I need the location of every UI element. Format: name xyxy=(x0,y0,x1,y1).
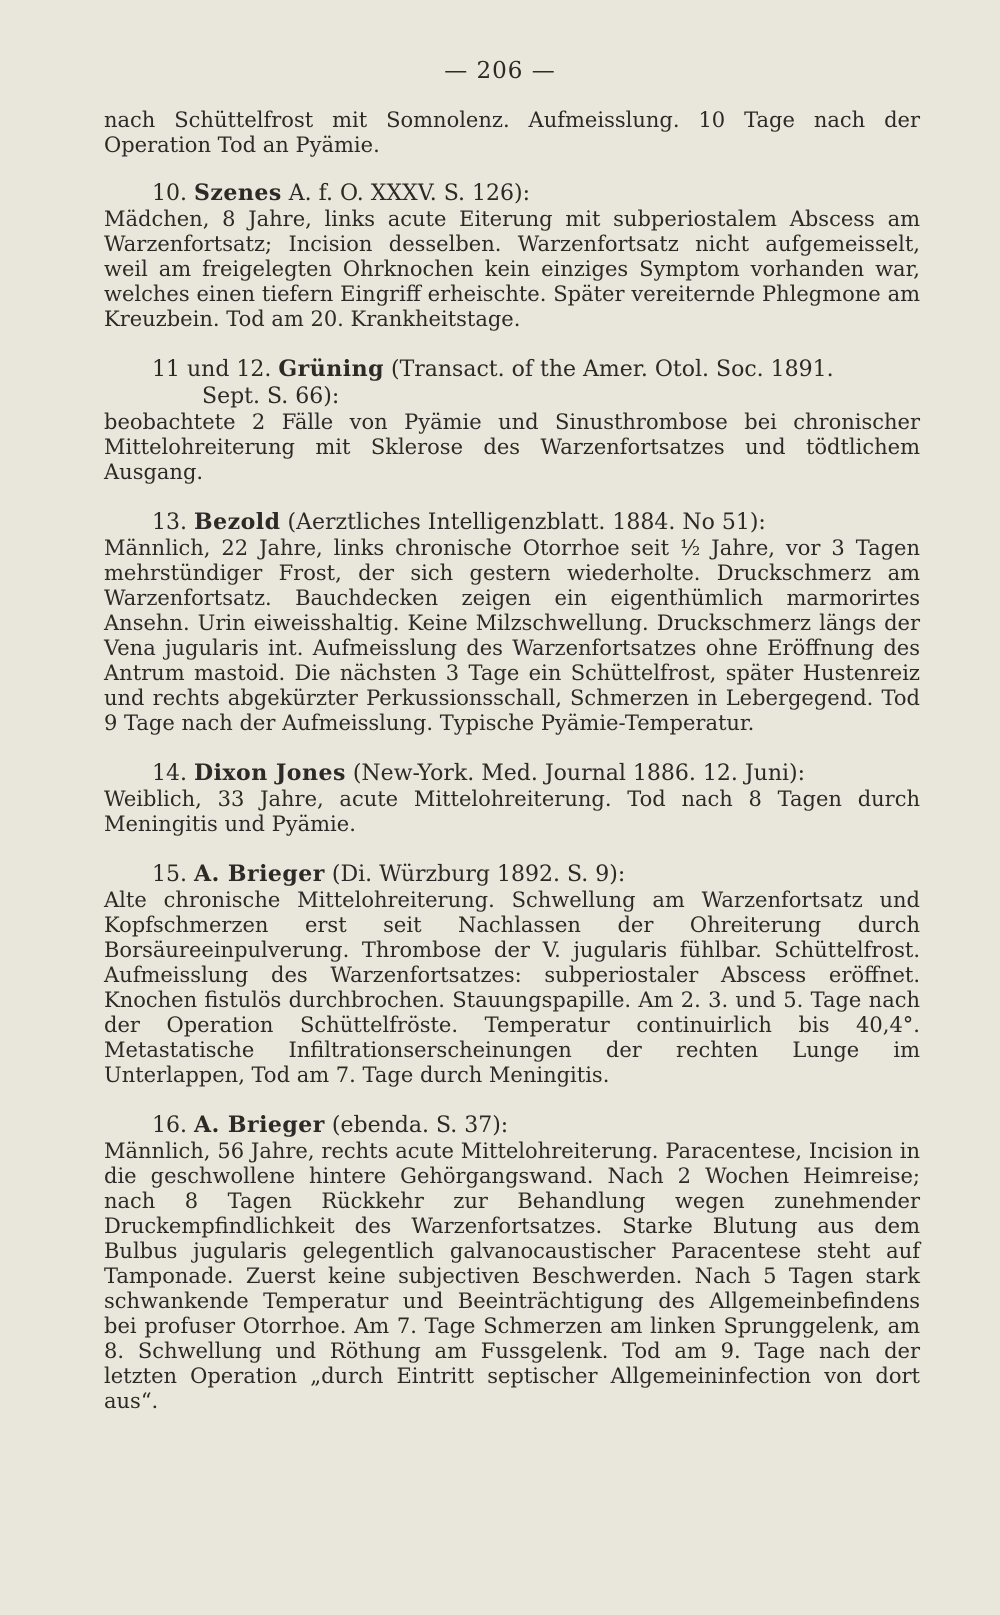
case-text: beobachtete 2 Fälle von Pyämie und Sinusthrombose bei chronischer Mittelohreiterung mit Sklerose des Warzenfortsatzes und tödtlichem Ausgang. xyxy=(104,410,920,484)
case-author: Bezold xyxy=(194,509,281,535)
case-number: 10. xyxy=(152,181,187,206)
case-number: 13. xyxy=(152,510,187,535)
body-text xyxy=(104,108,920,1414)
case-entry-15 xyxy=(104,861,920,1088)
case-author: Grüning xyxy=(278,356,384,382)
case-heading xyxy=(104,861,920,888)
page-number: — 206 — xyxy=(444,58,556,84)
case-heading xyxy=(104,180,920,207)
case-entry-13 xyxy=(104,509,920,736)
case-heading xyxy=(104,509,920,536)
case-number: 15. xyxy=(152,862,187,887)
case-text: Weiblich, 33 Jahre, acute Mittelohreiterung. Tod nach 8 Tagen durch Meningitis und Pyämie. xyxy=(104,787,920,836)
case-heading xyxy=(104,760,920,787)
case-number: 11 und 12. xyxy=(152,357,272,382)
case-reference: (Transact. of the Amer. Otol. Soc. 1891. xyxy=(384,357,834,382)
case-author: Szenes xyxy=(194,180,282,206)
case-entry-11-12 xyxy=(104,356,920,485)
case-reference: (ebenda. S. 37): xyxy=(324,1113,509,1138)
case-author: Dixon Jones xyxy=(194,760,346,786)
case-reference: (New-York. Med. Journal 1886. 12. Juni): xyxy=(345,761,806,786)
case-reference: (Di. Würzburg 1892. S. 9): xyxy=(324,862,626,887)
case-author: A. Brieger xyxy=(194,861,325,887)
case-text: Männlich, 56 Jahre, rechts acute Mittelohreiterung. Paracentese, Incision in die geschwollene hintere Gehörgangswand. Nach 2 Wochen Heimreise; nach 8 Tagen Rückkehr zur Behandlung wegen zunehmender Druckempfindlichkeit des Warzenfortsatzes. Starke Blutung aus dem Bulbus jugularis gelegentlich galvanocaustischer Paracentese steht auf Tamponade. Zuerst keine subjectiven Beschwerden. Nach 5 Tagen stark schwankende Temperatur und Beeinträchtigung des Allgemeinbefindens bei profuser Otorrhoe. Am 7. Tage Schmerzen am linken Sprunggelenk, am 8. Schwellung und Röthung am Fussgelenk. Tod am 9. Tage nach der letzten Operation „durch Eintritt septischer Allgemeininfection von dort aus“. xyxy=(104,1139,920,1413)
case-text: Männlich, 22 Jahre, links chronische Otorrhoe seit ½ Jahre, vor 3 Tagen mehrstündiger Frost, der sich gestern wiederholte. Druckschmerz am Warzenfortsatz. Bauchdecken zeigen ein eigenthümlich marmorirtes Ansehn. Urin eiweisshaltig. Keine Milzschwellung. Druckschmerz längs der Vena jugularis int. Aufmeisslung des Warzenfortsatzes ohne Eröffnung des Antrum mastoid. Die nächsten 3 Tage ein Schüttelfrost, später Hustenreiz und rechts abgekürzter Perkussionsschall, Schmerzen in Lebergegend. Tod 9 Tage nach der Aufmeisslung. Typische Pyämie-Temperatur. xyxy=(104,536,920,735)
case-reference-continued: Sept. S. 66): xyxy=(202,384,340,409)
case-text: Alte chronische Mittelohreiterung. Schwellung am Warzenfortsatz und Kopfschmerzen erst seit Nachlassen der Ohreiterung durch Borsäureeinpulverung. Thrombose der V. jugularis fühlbar. Schüttelfrost. Aufmeisslung des Warzenfortsatzes: subperiostaler Abscess eröffnet. Knochen fistulös durchbrochen. Stauungspapille. Am 2. 3. und 5. Tage nach der Operation Schüttelfröste. Temperatur continuirlich bis 40,4°. Metastatische Infiltrationserscheinungen der rechten Lunge im Unterlappen, Tod am 7. Tage durch Meningitis. xyxy=(104,888,920,1087)
case-entry-16 xyxy=(104,1112,920,1414)
case-heading xyxy=(104,1112,920,1139)
intro-paragraph: nach Schüttelfrost mit Somnolenz. Aufmeisslung. 10 Tage nach der Operation Tod an Pyämie. xyxy=(104,108,920,157)
case-number: 16. xyxy=(152,1113,187,1138)
case-text: Mädchen, 8 Jahre, links acute Eiterung mit subperiostalem Abscess am Warzenfortsatz; Incision desselben. Warzenfortsatz nicht aufgemeisselt, weil am freigelegten Ohrknochen kein einziges Symptom vorhanden war, welches einen tiefern Eingriff erheischte. Später vereiternde Phlegmone am Kreuzbein. Tod am 20. Krankheitstage. xyxy=(104,207,920,331)
case-entry-10 xyxy=(104,180,920,332)
case-reference: A. f. O. XXXV. S. 126): xyxy=(281,181,530,206)
case-entry-14 xyxy=(104,760,920,837)
case-reference: (Aerztliches Intelligenzblatt. 1884. No 51): xyxy=(280,510,766,535)
case-heading xyxy=(104,356,920,383)
case-author: A. Brieger xyxy=(194,1112,325,1138)
case-number: 14. xyxy=(152,761,187,786)
